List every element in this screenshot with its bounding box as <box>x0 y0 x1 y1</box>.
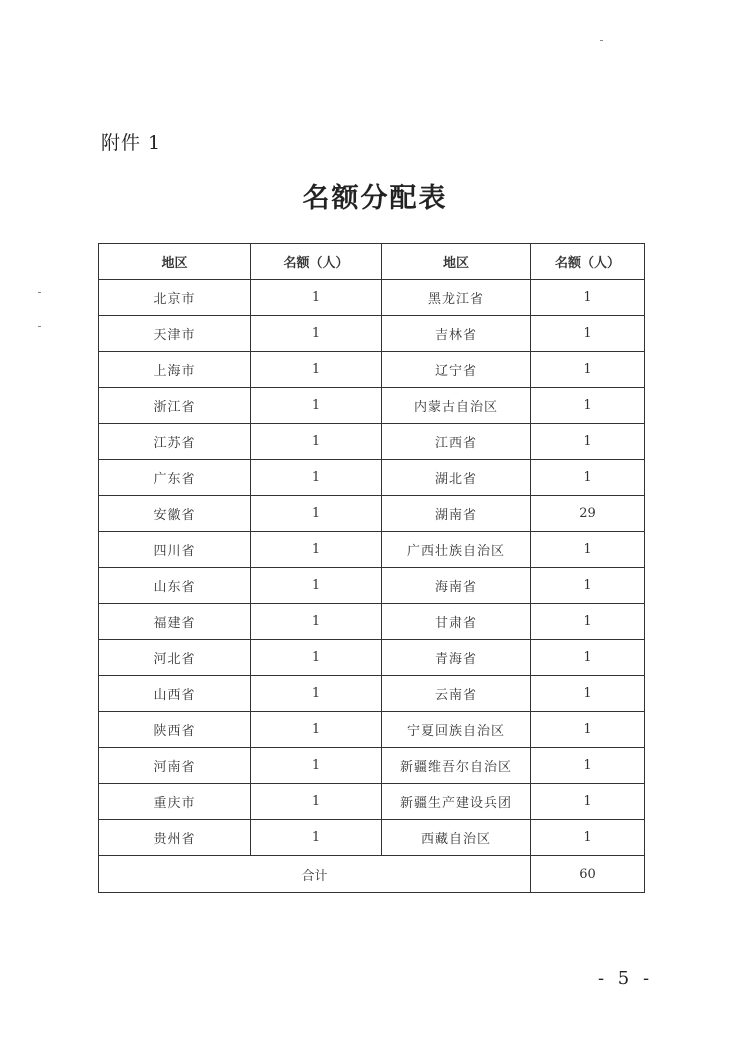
table-header-row <box>99 244 645 280</box>
quota-right-cell: 1 <box>531 316 645 352</box>
region-right-cell: 辽宁省 <box>382 352 531 388</box>
total-value: 60 <box>531 856 645 893</box>
quota-left-cell: 1 <box>251 280 382 316</box>
table-row <box>99 280 645 316</box>
quota-left-cell: 1 <box>251 712 382 748</box>
quota-left-cell: 1 <box>251 532 382 568</box>
region-left-cell: 陕西省 <box>99 712 251 748</box>
table-row <box>99 388 645 424</box>
region-right-cell: 吉林省 <box>382 316 531 352</box>
quota-left-cell: 1 <box>251 496 382 532</box>
quota-right-cell: 1 <box>531 676 645 712</box>
quota-left-cell: 1 <box>251 568 382 604</box>
region-right-cell: 内蒙古自治区 <box>382 388 531 424</box>
quota-right-cell: 1 <box>531 640 645 676</box>
region-right-cell: 广西壮族自治区 <box>382 532 531 568</box>
header-quota-left: 名额（人） <box>251 244 382 280</box>
table-row <box>99 460 645 496</box>
table-row <box>99 712 645 748</box>
region-right-cell: 甘肃省 <box>382 604 531 640</box>
quota-right-cell: 1 <box>531 748 645 784</box>
region-right-cell: 新疆维吾尔自治区 <box>382 748 531 784</box>
table-row <box>99 352 645 388</box>
quota-right-cell: 1 <box>531 280 645 316</box>
attachment-label: 附件 1 <box>101 132 162 154</box>
quota-right-cell: 1 <box>531 424 645 460</box>
region-left-cell: 贵州省 <box>99 820 251 856</box>
header-region-right: 地区 <box>382 244 531 280</box>
region-right-cell: 黑龙江省 <box>382 280 531 316</box>
region-right-cell: 湖南省 <box>382 496 531 532</box>
table-body <box>99 280 645 893</box>
region-right-cell: 新疆生产建设兵团 <box>382 784 531 820</box>
region-left-cell: 福建省 <box>99 604 251 640</box>
quota-left-cell: 1 <box>251 460 382 496</box>
quota-right-cell: 1 <box>531 712 645 748</box>
region-left-cell: 安徽省 <box>99 496 251 532</box>
region-right-cell: 西藏自治区 <box>382 820 531 856</box>
total-label: 合计 <box>99 856 531 893</box>
quota-right-cell: 1 <box>531 532 645 568</box>
scan-speck <box>600 40 603 41</box>
region-left-cell: 河南省 <box>99 748 251 784</box>
header-quota-right: 名额（人） <box>531 244 645 280</box>
region-right-cell: 云南省 <box>382 676 531 712</box>
region-left-cell: 江苏省 <box>99 424 251 460</box>
region-left-cell: 上海市 <box>99 352 251 388</box>
table-row <box>99 820 645 856</box>
quota-right-cell: 1 <box>531 568 645 604</box>
table-row <box>99 640 645 676</box>
quota-allocation-table <box>98 243 645 893</box>
quota-left-cell: 1 <box>251 388 382 424</box>
region-left-cell: 浙江省 <box>99 388 251 424</box>
quota-left-cell: 1 <box>251 748 382 784</box>
scan-speck <box>38 292 41 293</box>
quota-left-cell: 1 <box>251 604 382 640</box>
quota-left-cell: 1 <box>251 784 382 820</box>
quota-right-cell: 1 <box>531 604 645 640</box>
table-row <box>99 532 645 568</box>
quota-right-cell: 1 <box>531 784 645 820</box>
table-row <box>99 748 645 784</box>
header-region-left: 地区 <box>99 244 251 280</box>
region-right-cell: 青海省 <box>382 640 531 676</box>
region-right-cell: 宁夏回族自治区 <box>382 712 531 748</box>
table-row <box>99 424 645 460</box>
quota-right-cell: 1 <box>531 820 645 856</box>
region-left-cell: 广东省 <box>99 460 251 496</box>
region-left-cell: 山西省 <box>99 676 251 712</box>
region-left-cell: 河北省 <box>99 640 251 676</box>
quota-left-cell: 1 <box>251 820 382 856</box>
quota-right-cell: 1 <box>531 388 645 424</box>
quota-left-cell: 1 <box>251 676 382 712</box>
page-title: 名额分配表 <box>302 183 448 214</box>
table-row <box>99 604 645 640</box>
region-right-cell: 海南省 <box>382 568 531 604</box>
region-right-cell: 湖北省 <box>382 460 531 496</box>
region-left-cell: 重庆市 <box>99 784 251 820</box>
scan-speck <box>38 326 41 327</box>
table-row <box>99 316 645 352</box>
table-row <box>99 784 645 820</box>
region-left-cell: 北京市 <box>99 280 251 316</box>
region-left-cell: 山东省 <box>99 568 251 604</box>
total-row <box>99 856 645 893</box>
quota-left-cell: 1 <box>251 424 382 460</box>
quota-left-cell: 1 <box>251 352 382 388</box>
quota-left-cell: 1 <box>251 640 382 676</box>
quota-right-cell: 1 <box>531 460 645 496</box>
quota-right-cell: 1 <box>531 352 645 388</box>
region-left-cell: 天津市 <box>99 316 251 352</box>
table-row <box>99 568 645 604</box>
table-row <box>99 496 645 532</box>
region-right-cell: 江西省 <box>382 424 531 460</box>
quota-left-cell: 1 <box>251 316 382 352</box>
table-row <box>99 676 645 712</box>
page-number: - 5 - <box>598 968 654 989</box>
quota-right-cell: 29 <box>531 496 645 532</box>
region-left-cell: 四川省 <box>99 532 251 568</box>
